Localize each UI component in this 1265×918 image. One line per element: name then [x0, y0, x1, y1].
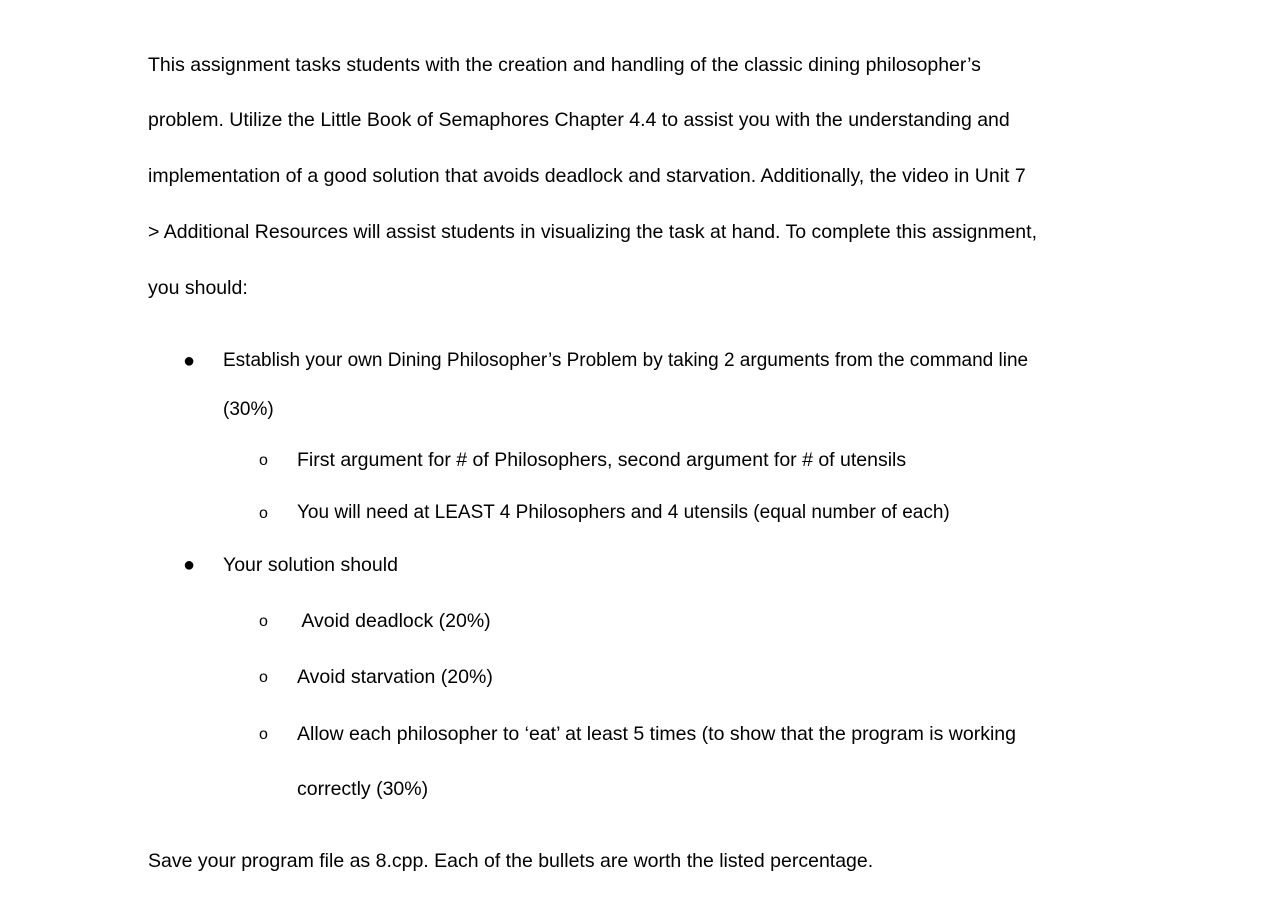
intro-line: > Additional Resources will assist students in visualizing the task at hand. To complete this assignment,	[148, 221, 1037, 243]
sub-bullet-text: Allow each philosopher to ‘eat’ at least 5 times (to show that the program is working	[297, 723, 1016, 745]
sub-bullet-icon: o	[259, 452, 268, 469]
bullet-icon: ●	[183, 554, 196, 576]
intro-line: implementation of a good solution that avoids deadlock and starvation. Additionally, the video in Unit 7	[148, 165, 1026, 187]
sub-bullet-icon: o	[259, 505, 268, 522]
sub-bullet-text: correctly (30%)	[297, 778, 429, 800]
intro-line: problem. Utilize the Little Book of Semaphores Chapter 4.4 to assist you with the understanding and	[148, 109, 1010, 131]
bullet-text: (30%)	[223, 399, 274, 420]
bullet-text: Establish your own Dining Philosopher’s Problem by taking 2 arguments from the command line	[223, 350, 1029, 371]
sub-bullet-icon: o	[259, 726, 268, 743]
sub-bullet-icon: o	[259, 669, 268, 686]
intro-line: This assignment tasks students with the creation and handling of the classic dining philosopher’s	[148, 54, 981, 76]
bullet-text: Your solution should	[223, 554, 398, 576]
closing-paragraph: Save your program file as 8.cpp. Each of the bullets are worth the listed percentage.	[148, 850, 874, 872]
sub-bullet-text: Avoid starvation (20%)	[297, 666, 493, 688]
sub-bullet-icon: o	[259, 613, 268, 630]
intro-line: you should:	[148, 277, 248, 299]
sub-bullet-text: You will need at LEAST 4 Philosophers and 4 utensils (equal number of each)	[297, 502, 950, 523]
sub-bullet-text: First argument for # of Philosophers, second argument for # of utensils	[297, 449, 907, 471]
bullet-icon: ●	[183, 350, 196, 372]
sub-bullet-text: Avoid deadlock (20%)	[297, 610, 491, 632]
